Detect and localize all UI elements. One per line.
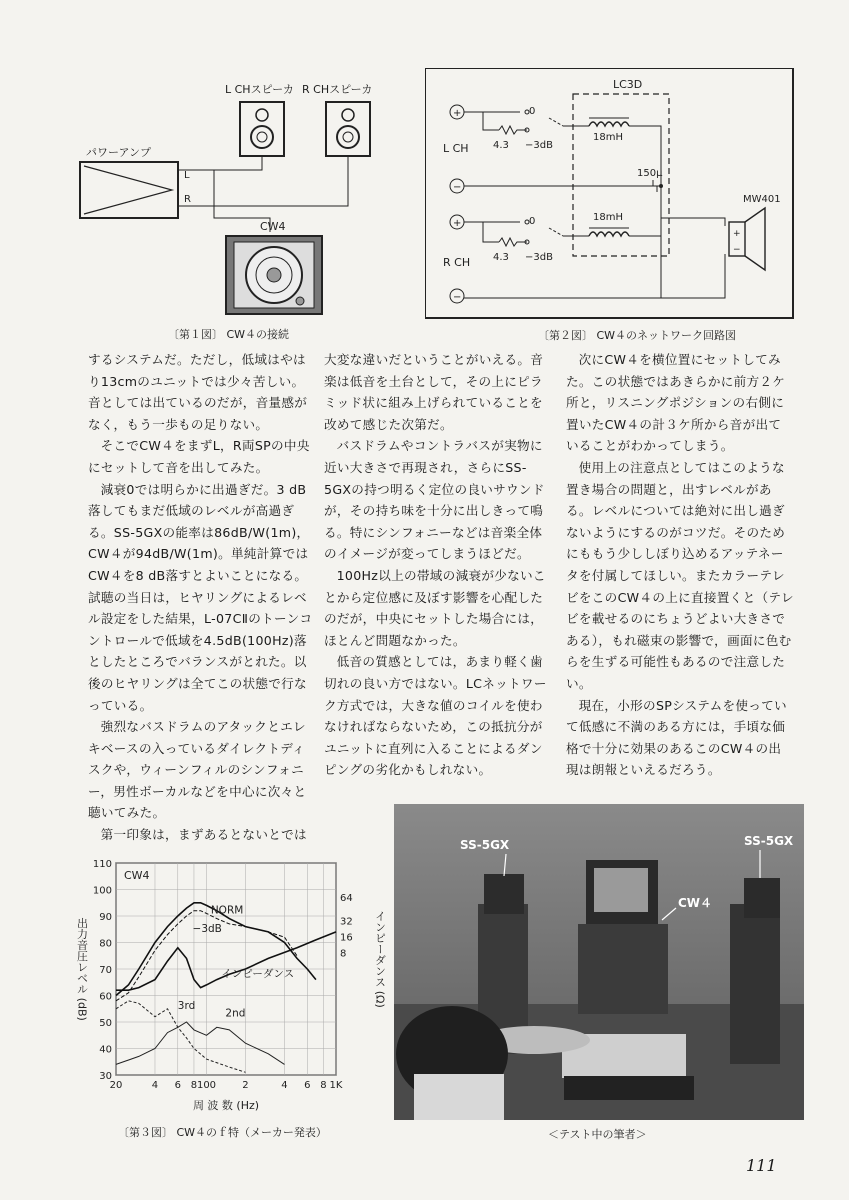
x-tick-label: 4 (151, 1080, 159, 1091)
woofer-unit-icon (729, 208, 765, 270)
y-axis-label: 出力音圧レベル (dB) (75, 917, 89, 1021)
y-tick-label: 100 (92, 885, 112, 897)
x-tick-label: 2 (242, 1080, 249, 1091)
curve-label: インピーダンス (221, 967, 295, 980)
y2-tick-label: 64 (340, 892, 353, 904)
y-tick-label: 40 (99, 1044, 112, 1056)
y2-tick-label: 32 (340, 916, 353, 928)
col1-paragraph: 第一印象は，まずあるとないとでは (100, 827, 307, 843)
l-db-label: −3dB (525, 140, 553, 151)
col1-paragraph: 減衰0では明らかに出過ぎだ。3 dB落してもまだ低域のレベルが高過ぎる。SS-5GXの能率は86dB/W(1m)，CW４が94dB/W(1m)。単純計算ではCW４を8 dB落すとよいことになる。試聴の当日は，ヒヤリングによるレベル設定をした結果，L-07CⅡのトーンコントロールで低域を4.5dB(100Hz)落としたところでバランスがとれた。以後のヒヤリングは全てこの状態で行なっている。 (88, 481, 313, 713)
amp-label: パワーアンプ (86, 146, 152, 159)
x-tick-label: 4 (281, 1080, 288, 1091)
r-coil-label: 18mH (593, 212, 623, 223)
photo-caption: ＜テスト中の筆者＞ (548, 1128, 647, 1141)
lch-label: L CH (443, 142, 469, 155)
l-zero-label: 0 (529, 106, 536, 117)
x-tick-label: 6 (174, 1080, 181, 1091)
curve-label: 2nd (225, 1007, 246, 1020)
l-coil-label: 18mH (593, 132, 623, 143)
l-speaker-icon (240, 102, 284, 156)
r-db-label: −3dB (525, 252, 553, 263)
y2-tick-label: 16 (340, 932, 353, 944)
col3-paragraph: 次にCW４を横位置にセットしてみた。この状態ではあきらかに前方２ケ所と，リスニングポジションの右側に置いたCW４の計３ケ所から音が出ていることがわかってしまう。 (566, 352, 786, 454)
y-tick-label: 70 (99, 965, 112, 976)
col2-paragraph: 100Hz以上の帯域の減衰が少ないことから定位感に及ぼす影響を心配したのだが，中央にセットした場合には，ほとんど問題なかった。 (324, 567, 546, 648)
cw4-subwoofer-icon (226, 236, 322, 314)
figure-1-connection-diagram (60, 70, 380, 320)
y2-axis-label: インピーダンス (Ω) (373, 910, 386, 1008)
l-resistor-label: 4.3 (493, 140, 509, 151)
curve-label: 3rd (177, 999, 196, 1012)
col1-paragraph: そこでCW４をまずL，R両SPの中央にセットして音を出してみた。 (88, 438, 310, 475)
col2-paragraph: バスドラムやコントラバスが実物に近い大きさで再現され，さらにSS-5GXの持つ明るく定位の良いサウンドが，その持ち味を十分に出しきって鳴る。特にシンフォニーなどは音楽全体のイメージが変ってしまうほどだ。 (324, 438, 545, 562)
x-tick-label: 20 (109, 1080, 123, 1091)
y-tick-label: 60 (99, 991, 112, 1003)
col2-paragraph: 低音の質感としては，あまり軽く歯切れの良い方ではない。LCネットワーク方式では，大きな値のコイルを使わなければならないため，この抵抗分がユニットに直列に入ることによるダンピングの劣化かもしれない。 (324, 654, 547, 778)
r-speaker-icon (326, 102, 370, 156)
photo-label-right: SS-5GX (744, 834, 794, 848)
x-tick-label: 8 (320, 1080, 327, 1091)
figure-3-caption: 〔第３図〕 CW４のｆ特（メーカー発表） (118, 1126, 327, 1139)
curve-label: −3dB (192, 922, 222, 935)
series-line-2nd (116, 1022, 285, 1064)
col1-paragraph: するシステムだ。ただし，低域はやはり13cmのユニットでは少々苦しい。音としては出ているのだが，音量感がなく，もう一歩もの足りない。 (88, 352, 308, 432)
svg-text:+: + (453, 108, 462, 119)
page-number: 111 (746, 1156, 777, 1175)
amp-r-label: R (184, 194, 191, 205)
cw4-label: CW4 (260, 220, 286, 233)
x-tick-label: 6 (304, 1080, 311, 1091)
lc3d-label: LC3D (613, 78, 643, 91)
col1-paragraph: 強烈なバスドラムのアタックとエレキベースの入っているダイレクトディスクや，ウィーンフィルのシンフォニー，男性ボーカルなどを中心に次々と聴いてみた。 (88, 719, 307, 821)
text-column-2 (324, 349, 552, 781)
svg-text:+: + (453, 218, 462, 229)
y-tick-label: 50 (99, 1018, 112, 1029)
figure-1-caption: 〔第１図〕 CW４の接続 (168, 328, 290, 341)
svg-text:+: + (733, 229, 741, 239)
figure-3-frequency-response-chart (66, 855, 386, 1117)
photo-illustration (394, 804, 804, 1120)
x-tick-label: 100 (196, 1080, 217, 1091)
r-resistor-label: 4.3 (493, 252, 509, 263)
col3-paragraph: 現在，小形のSPシステムを使っていて低感に不満のある方には，手頃な価格で十分に効果のあるこのCW４の出現は朗報といえるだろう。 (566, 697, 787, 778)
amp-l-label: L (184, 170, 190, 181)
photo-label-left: SS-5GX (460, 838, 510, 852)
col2-paragraph: 大変な違いだということがいえる。音楽は低音を土台として，その上にピラミッド状に組み上げられていることを改めて感じた次第だ。 (324, 352, 544, 432)
figure-2-network-circuit (425, 68, 795, 320)
curve-label: NORM (210, 904, 244, 917)
series-line-NORM (116, 903, 316, 996)
figure-2-caption: 〔第２図〕 CW４のネットワーク回路図 (538, 329, 737, 342)
y-tick-label: 110 (92, 859, 112, 870)
x-tick-label: 8 (190, 1080, 198, 1091)
r-speaker-label: R CHスピーカ (302, 83, 373, 96)
y-tick-label: 90 (99, 912, 112, 923)
text-column-3 (566, 349, 794, 781)
y-tick-label: 80 (99, 938, 112, 950)
svg-text:−: − (733, 245, 741, 255)
test-photo (394, 804, 804, 1120)
x-tick-label: 1K (329, 1080, 343, 1091)
r-zero-label: 0 (529, 216, 536, 227)
power-amp-icon (80, 162, 178, 218)
text-column-1 (88, 349, 316, 846)
photo-label-center: CW４ (678, 896, 713, 910)
y-tick-label: 30 (99, 1071, 112, 1082)
svg-text:−: − (453, 182, 462, 193)
capacitor-label: 150μ (637, 168, 663, 179)
unit-label: MW401 (743, 194, 781, 205)
col3-paragraph: 使用上の注意点としてはこのような置き場合の問題と，出すレベルがある。レベルについては絶対に出し過ぎないようにするのがコツだ。そのためにももう少ししぼり込めるアッテネータを付属してほしい。またカラーテレビをこのCW４の上に直接置くと（テレビを載せるのにちょうどよい大きさである），もれ磁束の影響で，画面に色むらを生ずる可能性もあるので注意したい。 (566, 459, 794, 691)
l-speaker-label: L CHスピーカ (225, 83, 294, 96)
series-line-インピーダンス (116, 932, 336, 990)
rch-label: R CH (443, 256, 471, 269)
chart-title: CW4 (124, 869, 150, 882)
svg-text:−: − (453, 292, 462, 303)
x-axis-label: 周 波 数 (Hz) (192, 1099, 260, 1112)
y2-tick-label: 8 (340, 948, 347, 960)
